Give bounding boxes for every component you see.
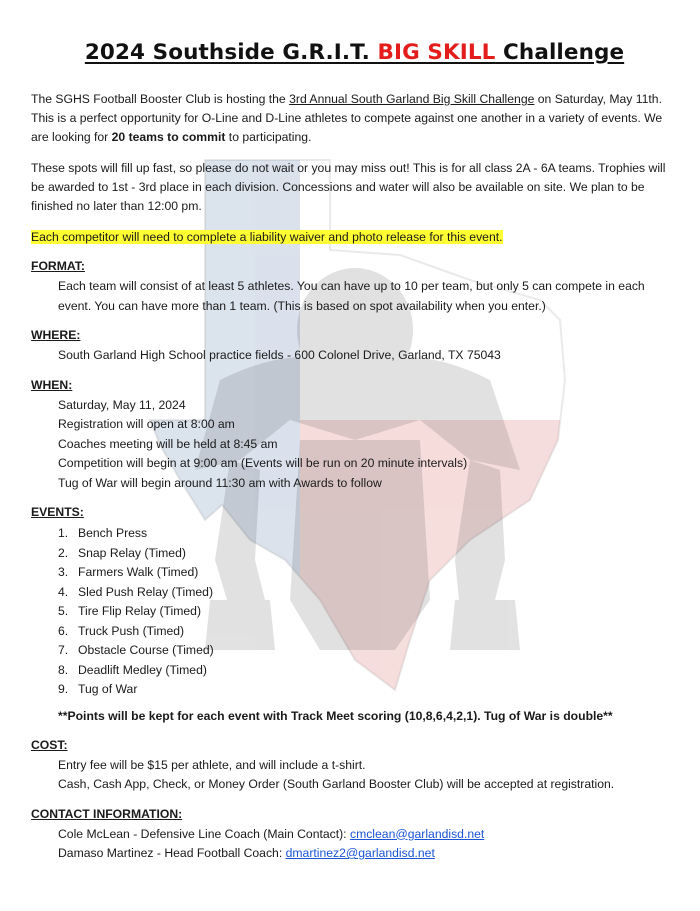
contact-heading: CONTACT INFORMATION: [31, 806, 183, 821]
list-item: 4. Sled Push Relay (Timed) [58, 584, 214, 599]
email-link-cmclean[interactable]: cmclean@garlandisd.net [349, 826, 485, 841]
points-note: **Points will be kept for each event with Track Meet scoring (10,8,6,4,2,1). Tug of War is double** [58, 708, 613, 723]
where-heading: WHERE: [31, 328, 81, 342]
when-lines [31, 396, 678, 494]
list-item: 8. Deadlift Medley (Timed) [58, 662, 207, 677]
email-link-dmartinez2[interactable]: dmartinez2@garlandisd.net [285, 846, 435, 860]
when-line: Tug of War will begin around 11:30 am with Awards to follow [58, 475, 382, 490]
contact-lines [31, 825, 678, 864]
event-item: Tire Flip Relay (Timed) [78, 604, 202, 618]
where-text: South Garland High School practice fields - 600 Colonel Drive, Garland, TX 75043 [58, 348, 501, 362]
contact-line-2 [58, 844, 678, 864]
format-heading: FORMAT: [31, 259, 85, 273]
event-item: Snap Relay (Timed) [78, 545, 186, 560]
title-suffix: Challenge [495, 40, 625, 65]
event-item: Tug of War [78, 682, 138, 696]
events-list [31, 524, 678, 700]
page-title [31, 0, 678, 65]
cost-lines [31, 756, 678, 795]
list-item: 7. Obstacle Course (Timed) [58, 643, 214, 657]
event-item: Bench Press [78, 526, 148, 540]
event-item: Sled Push Relay (Timed) [78, 584, 214, 599]
list-item: 5. Tire Flip Relay (Timed) [58, 604, 202, 618]
intro-text: The SGHS Football Booster Club is hosting the [31, 92, 290, 106]
list-item: 9. Tug of War [58, 682, 138, 696]
when-line: Competition will begin at 9:00 am (Events will be run on 20 minute intervals) [58, 456, 468, 470]
contact-label: Cole McLean - Defensive Line Coach (Main Contact): [58, 826, 350, 841]
when-line: Coaches meeting will be held at 8:45 am [58, 436, 278, 451]
when-line: Registration will open at 8:00 am [58, 417, 235, 431]
list-item: 6. Truck Push (Timed) [58, 623, 185, 638]
list-item: 1. Bench Press [58, 526, 148, 540]
team-goal: 20 teams to commit [111, 130, 226, 144]
list-item: 3. Farmers Walk (Timed) [58, 565, 199, 579]
when-line: Saturday, May 11, 2024 [58, 397, 186, 412]
contact-label: Damaso Martinez - Head Football Coach: [58, 846, 286, 860]
intro-paragraph-1 [31, 90, 678, 147]
event-item: Truck Push (Timed) [78, 623, 185, 638]
event-name: 3rd Annual South Garland Big Skill Challenge [289, 92, 535, 106]
contact-line-1 [58, 825, 678, 845]
title-prefix: 2024 Southside G.R.I.T. [84, 40, 378, 65]
format-text: Each team will consist of at least 5 athletes. You can have up to 10 per team, but only 5 can compete in each event. You can have more than 1 team. (This is based on spot availability when you enter.) [58, 279, 645, 313]
intro-paragraph-2: These spots will fill up fast, so please do not wait or you may miss out! This is for all class 2A - 6A teams. Trophies will be awarded to 1st - 3rd place in each division. Concessions and water will also be available on site. We plan to be finished no later than 12:00 pm. [31, 161, 666, 213]
event-item: Deadlift Medley (Timed) [78, 662, 207, 677]
event-item: Farmers Walk (Timed) [78, 565, 199, 579]
intro-text: to participating. [225, 130, 312, 144]
list-item: 2. Snap Relay (Timed) [58, 545, 186, 560]
when-heading: WHEN: [31, 377, 73, 392]
waiver-highlight: Each competitor will need to complete a liability waiver and photo release for this event. [31, 230, 503, 244]
waiver-notice [31, 228, 678, 247]
events-heading: EVENTS: [31, 505, 84, 519]
intro-text: on Saturday, May 11th. This is a perfect opportunity for O-Line and D-Line athletes to compete against one another in a variety of events. We are looking for [31, 92, 663, 144]
event-item: Obstacle Course (Timed) [78, 643, 214, 657]
title-big-skill: BIG SKILL [377, 40, 496, 65]
cost-heading: COST: [31, 737, 68, 752]
cost-line: Cash, Cash App, Check, or Money Order (South Garland Booster Club) will be accepted at registration. [58, 777, 615, 791]
cost-line: Entry fee will be $15 per athlete, and will include a t-shirt. [58, 757, 366, 772]
